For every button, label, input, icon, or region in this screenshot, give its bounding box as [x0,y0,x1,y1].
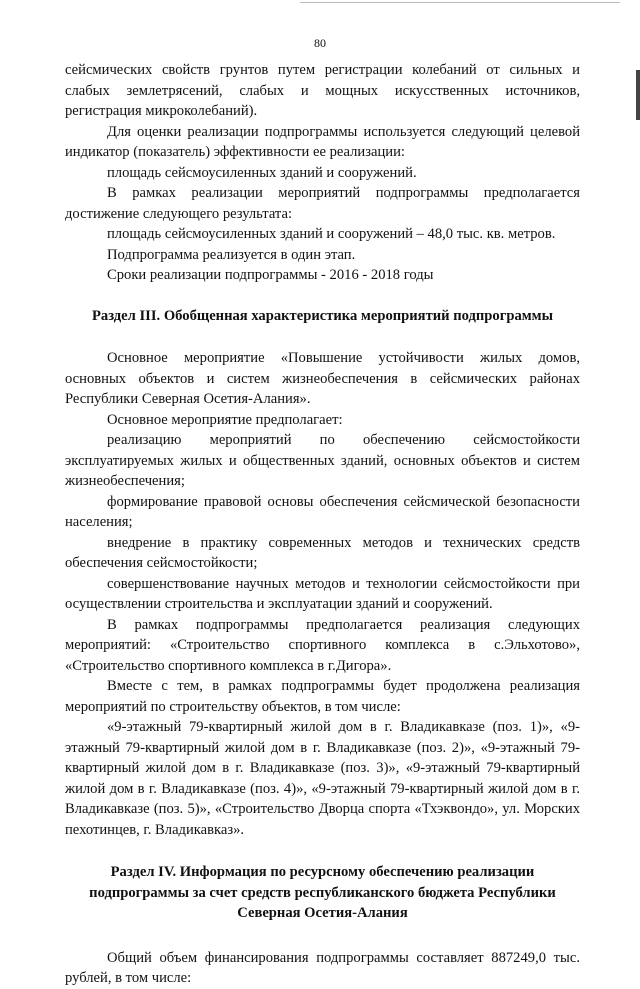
section-3-heading: Раздел III. Обобщенная характеристика мероприятий подпрограммы [91,307,554,324]
paragraph: Основное мероприятие «Повышение устойчивости жилых домов, основных объектов и систем жизнеобеспечения в сейсмических районах Республики Северная Осетия-Алания». [65,350,580,407]
paragraph: Основное мероприятие предполагает: [107,411,343,428]
paragraph: В рамках реализации мероприятий подпрограммы предполагается достижение следующего результата: [65,185,580,222]
section-3-paragraphs [65,348,580,840]
paragraph: площадь сейсмоусиленных зданий и сооружений. [107,164,417,181]
section-4-paragraphs [65,948,580,989]
paragraph: Сроки реализации подпрограммы - 2016 - 2018 годы [107,267,434,283]
paragraph: «9-этажный 79-квартирный жилой дом в г. Владикавказе (поз. 1)», «9-этажный 79-квартирный жилой дом в г. Владикавказе (поз. 2)», «9-этажный 79-квартирный жилой дом в г. Владикавказе (поз. 3)», «9-этажный 79-квартирный жилой дом в г. Владикавказе (поз. 4)», «9-этажный 79-квартирный жилой дом в г. Владикавказе (поз. 5)», «Строительство Дворца спорта «Тхэквондо», ул. Морских пехотинцев, г. Владикавказ». [65,719,580,838]
paragraph: Для оценки реализации подпрограммы используется следующий целевой индикатор (показатель) эффективности ее реализации: [65,123,580,160]
paragraph: формирование правовой основы обеспечения сейсмической безопасности населения; [65,493,580,530]
paragraph: Общий объем финансирования подпрограммы составляет 887249,0 тыс. рублей, в том числе: [65,949,580,986]
paragraph: Подпрограмма реализуется в один этап. [107,246,356,263]
paragraph: реализацию мероприятий по обеспечению сейсмостойкости эксплуатируемых жилых и общественных зданий, основных объектов и систем жизнеобеспечения; [65,432,580,489]
page-number: 80 [314,36,326,50]
paragraph: внедрение в практику современных методов и технических средств обеспечения сейсмостойкости; [65,534,580,571]
top-paragraphs [65,60,580,286]
paragraph: площадь сейсмоусиленных зданий и сооружений – 48,0 тыс. кв. метров. [107,226,556,242]
paragraph: В рамках подпрограммы предполагается реализация следующих мероприятий: «Строительство спортивного комплекса в с.Эльхотово», «Строительство спортивного комплекса в г.Дигора». [65,616,580,674]
scan-edge-mark [636,70,640,120]
paragraph: совершенствование научных методов и технологии сейсмостойкости при осуществлении строительства и эксплуатации зданий и сооружений. [65,575,580,612]
paragraph: Вместе с тем, в рамках подпрограммы будет продолжена реализация мероприятий по строительству объектов, в том числе: [65,678,580,715]
document-body [65,60,580,989]
paragraph: сейсмических свойств грунтов путем регистрации колебаний от сильных и слабых землетрясений, слабых и мощных искусственных источников, регистрация микроколебаний). [65,62,580,119]
section-4-heading: Раздел IV. Информация по ресурсному обеспечению реализации подпрограммы за счет средств республиканского бюджета Республики Северная Осетия-Алания [89,864,556,921]
scan-edge-line [300,2,620,3]
